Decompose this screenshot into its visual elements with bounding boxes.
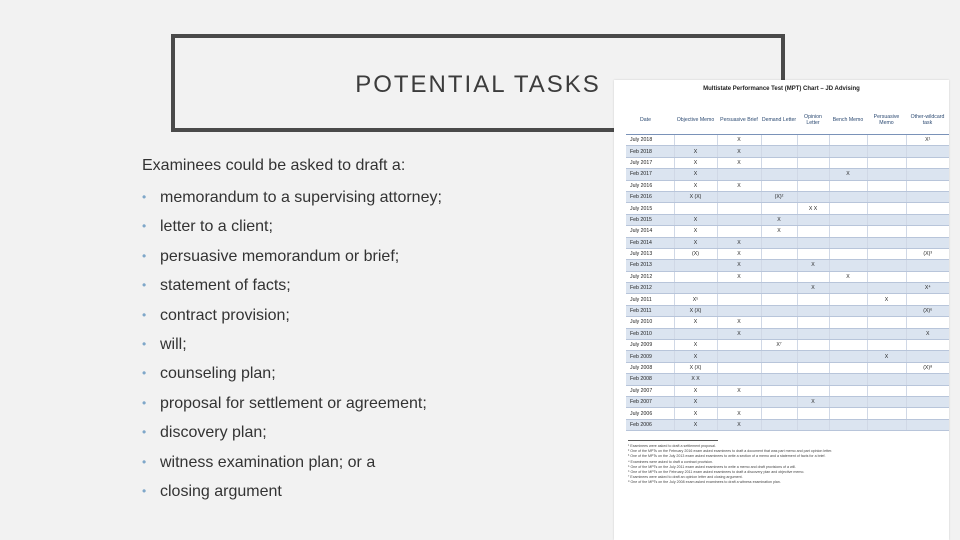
- table-cell: X: [674, 396, 717, 407]
- task-item: [142, 325, 442, 354]
- table-row: [626, 135, 949, 146]
- table-cell: [717, 294, 761, 305]
- table-row: [626, 317, 949, 328]
- row-date: Feb 2006: [626, 419, 674, 430]
- table-row: [626, 351, 949, 362]
- table-cell: [674, 135, 717, 146]
- table-cell: X X: [674, 374, 717, 385]
- bullet-icon: •: [142, 425, 147, 440]
- footnotes: [628, 440, 938, 486]
- table-cell: X (X): [674, 305, 717, 316]
- table-cell: X: [674, 351, 717, 362]
- table-cell: [906, 396, 949, 407]
- table-cell: [797, 191, 829, 202]
- table-cell: [829, 226, 867, 237]
- footnote-line: ³ One of the MPTs on the July 2013 exam asked examinees to write a section of a memo and a statement of facts for a brief.: [628, 454, 826, 459]
- task-item: [142, 384, 442, 413]
- table-cell: [761, 385, 797, 396]
- table-cell: [867, 260, 906, 271]
- table-cell: [906, 180, 949, 191]
- row-date: Feb 2015: [626, 214, 674, 225]
- bullet-icon: •: [142, 336, 147, 351]
- table-cell: [761, 169, 797, 180]
- table-cell: [906, 226, 949, 237]
- table-cell: [829, 237, 867, 248]
- table-cell: X: [674, 317, 717, 328]
- table-cell: [717, 203, 761, 214]
- table-cell: [829, 135, 867, 146]
- row-date: July 2016: [626, 180, 674, 191]
- table-cell: (X): [674, 248, 717, 259]
- table-cell: [761, 317, 797, 328]
- table-cell: [867, 362, 906, 373]
- table-row: [626, 385, 949, 396]
- table-cell: [829, 180, 867, 191]
- table-cell: [829, 248, 867, 259]
- table-cell: [906, 419, 949, 430]
- table-cell: X: [797, 283, 829, 294]
- table-cell: [829, 419, 867, 430]
- table-cell: [797, 328, 829, 339]
- table-cell: X⁴: [906, 283, 949, 294]
- table-cell: [829, 146, 867, 157]
- row-date: July 2008: [626, 362, 674, 373]
- table-row: [626, 203, 949, 214]
- table-row: [626, 419, 949, 430]
- task-item: [142, 354, 442, 383]
- footnote-line: ² One of the MPTs on the February 2016 exam asked examinees to draft a document that was part memo and part opinion letter.: [628, 449, 833, 454]
- table-cell: [717, 305, 761, 316]
- table-cell: X: [717, 248, 761, 259]
- table-cell: [717, 191, 761, 202]
- mpt-table: [626, 106, 949, 431]
- table-cell: X: [674, 146, 717, 157]
- table-cell: [717, 374, 761, 385]
- table-row: [626, 362, 949, 373]
- table-row: [626, 374, 949, 385]
- table-cell: [867, 271, 906, 282]
- table-cell: [761, 135, 797, 146]
- table-cell: X: [674, 157, 717, 168]
- table-cell: [797, 157, 829, 168]
- table-cell: [761, 396, 797, 407]
- table-cell: [761, 362, 797, 373]
- table-cell: [674, 328, 717, 339]
- table-cell: [867, 146, 906, 157]
- table-cell: X: [674, 385, 717, 396]
- table-cell: [829, 328, 867, 339]
- table-cell: [867, 169, 906, 180]
- table-row: [626, 396, 949, 407]
- task-item: [142, 266, 442, 295]
- row-date: Feb 2012: [626, 283, 674, 294]
- footnote-line: ¹ Examinees were asked to draft a settlement proposal.: [628, 444, 716, 448]
- table-cell: X: [867, 294, 906, 305]
- table-cell: X: [674, 408, 717, 419]
- row-date: July 2012: [626, 271, 674, 282]
- table-cell: [797, 408, 829, 419]
- table-row: [626, 157, 949, 168]
- task-label: letter to a client;: [160, 218, 273, 236]
- row-date: July 2006: [626, 408, 674, 419]
- table-cell: [717, 340, 761, 351]
- row-date: Feb 2008: [626, 374, 674, 385]
- table-cell: [906, 203, 949, 214]
- table-cell: X: [674, 169, 717, 180]
- table-cell: [797, 305, 829, 316]
- table-cell: [797, 317, 829, 328]
- table-cell: [867, 283, 906, 294]
- footnote-line: ⁷ Examinees were asked to draft an opinion letter and closing argument.: [628, 475, 743, 480]
- table-cell: [829, 385, 867, 396]
- table-row: [626, 340, 949, 351]
- table-cell: X: [717, 271, 761, 282]
- task-item: [142, 296, 442, 325]
- table-cell: [906, 374, 949, 385]
- table-cell: [829, 294, 867, 305]
- table-cell: [906, 260, 949, 271]
- table-cell: [829, 408, 867, 419]
- table-cell: [867, 157, 906, 168]
- row-date: July 2013: [626, 248, 674, 259]
- table-cell: (X)⁶: [906, 305, 949, 316]
- footnote-line: ⁸ One of the MPTs on the July 2008 exam asked examinees to draft a witness examination plan.: [628, 480, 781, 485]
- task-item: [142, 207, 442, 236]
- table-cell: [829, 340, 867, 351]
- task-label: closing argument: [160, 482, 282, 500]
- table-row: [626, 305, 949, 316]
- table-cell: X: [829, 271, 867, 282]
- table-cell: X: [797, 396, 829, 407]
- table-cell: [867, 408, 906, 419]
- row-date: Feb 2009: [626, 351, 674, 362]
- table-cell: X: [717, 419, 761, 430]
- table-header-row: [626, 106, 949, 135]
- task-item: [142, 443, 442, 472]
- table-cell: X: [674, 180, 717, 191]
- table-cell: X⁷: [761, 340, 797, 351]
- table-cell: [797, 294, 829, 305]
- table-cell: [674, 260, 717, 271]
- table-cell: [829, 396, 867, 407]
- column-header: Opinion Letter: [797, 106, 829, 135]
- table-row: [626, 408, 949, 419]
- table-cell: X: [717, 385, 761, 396]
- table-cell: [761, 157, 797, 168]
- table-cell: [829, 214, 867, 225]
- table-cell: [906, 340, 949, 351]
- bullet-icon: •: [142, 278, 147, 293]
- table-cell: [674, 271, 717, 282]
- column-header: Persuasive Memo: [867, 106, 906, 135]
- task-label: will;: [160, 335, 187, 353]
- table-cell: X: [717, 408, 761, 419]
- table-cell: X: [717, 328, 761, 339]
- bullet-icon: •: [142, 366, 147, 381]
- table-cell: (X)⁸: [906, 362, 949, 373]
- task-item: [142, 472, 442, 501]
- task-label: discovery plan;: [160, 424, 267, 442]
- table-cell: [867, 317, 906, 328]
- table-cell: [867, 226, 906, 237]
- table-cell: [761, 305, 797, 316]
- table-cell: X (X): [674, 362, 717, 373]
- table-cell: [867, 237, 906, 248]
- table-cell: X: [829, 169, 867, 180]
- table-row: [626, 214, 949, 225]
- table-cell: X: [717, 135, 761, 146]
- table-cell: [867, 396, 906, 407]
- table-cell: [867, 385, 906, 396]
- table-cell: [829, 203, 867, 214]
- table-row: [626, 226, 949, 237]
- table-cell: [797, 180, 829, 191]
- slide-title: POTENTIAL TASKS: [355, 71, 601, 98]
- table-cell: [906, 351, 949, 362]
- table-cell: [906, 294, 949, 305]
- table-cell: [797, 146, 829, 157]
- column-header: Other-wildcard task: [906, 106, 949, 135]
- table-cell: [829, 351, 867, 362]
- table-cell: X: [717, 146, 761, 157]
- table-cell: [906, 237, 949, 248]
- table-cell: [867, 248, 906, 259]
- table-cell: [717, 283, 761, 294]
- table-cell: [797, 214, 829, 225]
- table-row: [626, 146, 949, 157]
- table-cell: [867, 328, 906, 339]
- footnote-rule: [628, 440, 718, 441]
- table-cell: [761, 248, 797, 259]
- bullet-icon: •: [142, 483, 147, 498]
- table-cell: X: [867, 351, 906, 362]
- table-cell: X (X): [674, 191, 717, 202]
- task-item: [142, 413, 442, 442]
- table-cell: [761, 180, 797, 191]
- row-date: July 2009: [626, 340, 674, 351]
- table-cell: [797, 226, 829, 237]
- table-cell: [717, 362, 761, 373]
- table-cell: [906, 214, 949, 225]
- table-cell: [829, 374, 867, 385]
- table-cell: [867, 214, 906, 225]
- table-cell: [761, 351, 797, 362]
- footnote-line: ⁴ Examinees were asked to draft a contract provision.: [628, 459, 714, 464]
- table-cell: [761, 203, 797, 214]
- task-label: statement of facts;: [160, 277, 291, 295]
- bullet-icon: •: [142, 219, 147, 234]
- row-date: July 2017: [626, 157, 674, 168]
- row-date: July 2011: [626, 294, 674, 305]
- table-cell: [797, 362, 829, 373]
- table-cell: [797, 385, 829, 396]
- task-item: [142, 237, 442, 266]
- table-cell: X: [674, 419, 717, 430]
- table-cell: X: [761, 226, 797, 237]
- table-cell: [867, 135, 906, 146]
- row-date: Feb 2011: [626, 305, 674, 316]
- footnote-line: ⁵ One of the MPTs on the July 2011 exam asked examinees to write a memo and draft provisions of a will.: [628, 464, 797, 469]
- table-cell: [797, 271, 829, 282]
- table-cell: [761, 408, 797, 419]
- table-cell: [717, 169, 761, 180]
- row-date: Feb 2014: [626, 237, 674, 248]
- bullet-icon: •: [142, 248, 147, 263]
- table-cell: [717, 351, 761, 362]
- table-cell: [761, 374, 797, 385]
- table-cell: [906, 385, 949, 396]
- task-label: contract provision;: [160, 306, 290, 324]
- task-label: persuasive memorandum or brief;: [160, 247, 400, 265]
- table-cell: [761, 328, 797, 339]
- task-label: memorandum to a supervising attorney;: [160, 189, 442, 206]
- table-cell: [761, 271, 797, 282]
- table-row: [626, 191, 949, 202]
- table-row: [626, 169, 949, 180]
- bullet-icon: •: [142, 307, 147, 322]
- column-header: Bench Memo: [829, 106, 867, 135]
- table-cell: [829, 317, 867, 328]
- table-cell: [829, 191, 867, 202]
- table-cell: [797, 340, 829, 351]
- table-cell: X: [797, 260, 829, 271]
- table-cell: X: [674, 237, 717, 248]
- row-date: July 2010: [626, 317, 674, 328]
- bullet-icon: •: [142, 454, 147, 469]
- row-date: Feb 2018: [626, 146, 674, 157]
- task-label: counseling plan;: [160, 365, 276, 383]
- table-cell: [829, 362, 867, 373]
- row-date: July 2007: [626, 385, 674, 396]
- table-cell: X: [717, 260, 761, 271]
- row-date: July 2015: [626, 203, 674, 214]
- table-cell: [674, 203, 717, 214]
- table-cell: [797, 351, 829, 362]
- footnote-line: ⁶ One of the MPTs on the February 2011 exam asked examinees to draft a discovery plan and objective memo.: [628, 470, 805, 475]
- table-cell: (X)³: [906, 248, 949, 259]
- table-cell: [829, 283, 867, 294]
- row-date: Feb 2013: [626, 260, 674, 271]
- table-cell: X: [674, 214, 717, 225]
- table-cell: [906, 271, 949, 282]
- table-cell: X: [761, 214, 797, 225]
- table-cell: [867, 340, 906, 351]
- table-row: [626, 237, 949, 248]
- document-title: Multistate Performance Test (MPT) Chart – JD Advising: [703, 86, 860, 92]
- task-label: proposal for settlement or agreement;: [160, 394, 427, 412]
- table-cell: [761, 260, 797, 271]
- table-cell: [867, 419, 906, 430]
- table-cell: X¹: [906, 135, 949, 146]
- mpt-chart-document: [614, 80, 949, 540]
- table-cell: [906, 146, 949, 157]
- table-cell: [717, 396, 761, 407]
- table-cell: X⁵: [674, 294, 717, 305]
- column-header: Persuasive Brief: [717, 106, 761, 135]
- table-cell: [906, 191, 949, 202]
- table-cell: X: [674, 340, 717, 351]
- table-cell: [797, 248, 829, 259]
- table-cell: [867, 374, 906, 385]
- row-date: Feb 2007: [626, 396, 674, 407]
- table-cell: [906, 408, 949, 419]
- table-cell: [829, 305, 867, 316]
- table-cell: [906, 169, 949, 180]
- table-cell: [867, 180, 906, 191]
- table-cell: [906, 317, 949, 328]
- row-date: July 2014: [626, 226, 674, 237]
- column-header: Date: [626, 106, 674, 135]
- table-cell: [867, 203, 906, 214]
- table-cell: X: [717, 180, 761, 191]
- table-cell: X X: [797, 203, 829, 214]
- table-cell: X: [717, 317, 761, 328]
- table-cell: [761, 237, 797, 248]
- row-date: Feb 2010: [626, 328, 674, 339]
- table-row: [626, 260, 949, 271]
- table-cell: [797, 169, 829, 180]
- table-cell: [761, 294, 797, 305]
- table-cell: [797, 419, 829, 430]
- task-list: [142, 178, 442, 501]
- table-row: [626, 248, 949, 259]
- task-label: witness examination plan; or a: [160, 453, 376, 471]
- table-row: [626, 328, 949, 339]
- table-cell: [797, 135, 829, 146]
- table-cell: [761, 283, 797, 294]
- table-cell: [829, 157, 867, 168]
- table-row: [626, 180, 949, 191]
- table-cell: X: [717, 157, 761, 168]
- table-cell: (X)²: [761, 191, 797, 202]
- table-cell: X: [906, 328, 949, 339]
- table-row: [626, 271, 949, 282]
- table-cell: [797, 237, 829, 248]
- table-cell: X: [674, 226, 717, 237]
- table-cell: [867, 191, 906, 202]
- table-cell: [674, 283, 717, 294]
- task-item: [142, 178, 442, 207]
- table-cell: [761, 146, 797, 157]
- table-cell: [761, 419, 797, 430]
- intro-text: Examinees could be asked to draft a:: [142, 157, 406, 174]
- table-row: [626, 294, 949, 305]
- table-cell: [717, 226, 761, 237]
- table-cell: [717, 214, 761, 225]
- column-header: Demand Letter: [761, 106, 797, 135]
- table-cell: [867, 305, 906, 316]
- table-cell: [797, 374, 829, 385]
- table-cell: [829, 260, 867, 271]
- row-date: July 2018: [626, 135, 674, 146]
- row-date: Feb 2016: [626, 191, 674, 202]
- bullet-icon: •: [142, 395, 147, 410]
- table-cell: X: [717, 237, 761, 248]
- table-row: [626, 283, 949, 294]
- bullet-icon: •: [142, 190, 147, 204]
- column-header: Objective Memo: [674, 106, 717, 135]
- table-cell: [906, 157, 949, 168]
- row-date: Feb 2017: [626, 169, 674, 180]
